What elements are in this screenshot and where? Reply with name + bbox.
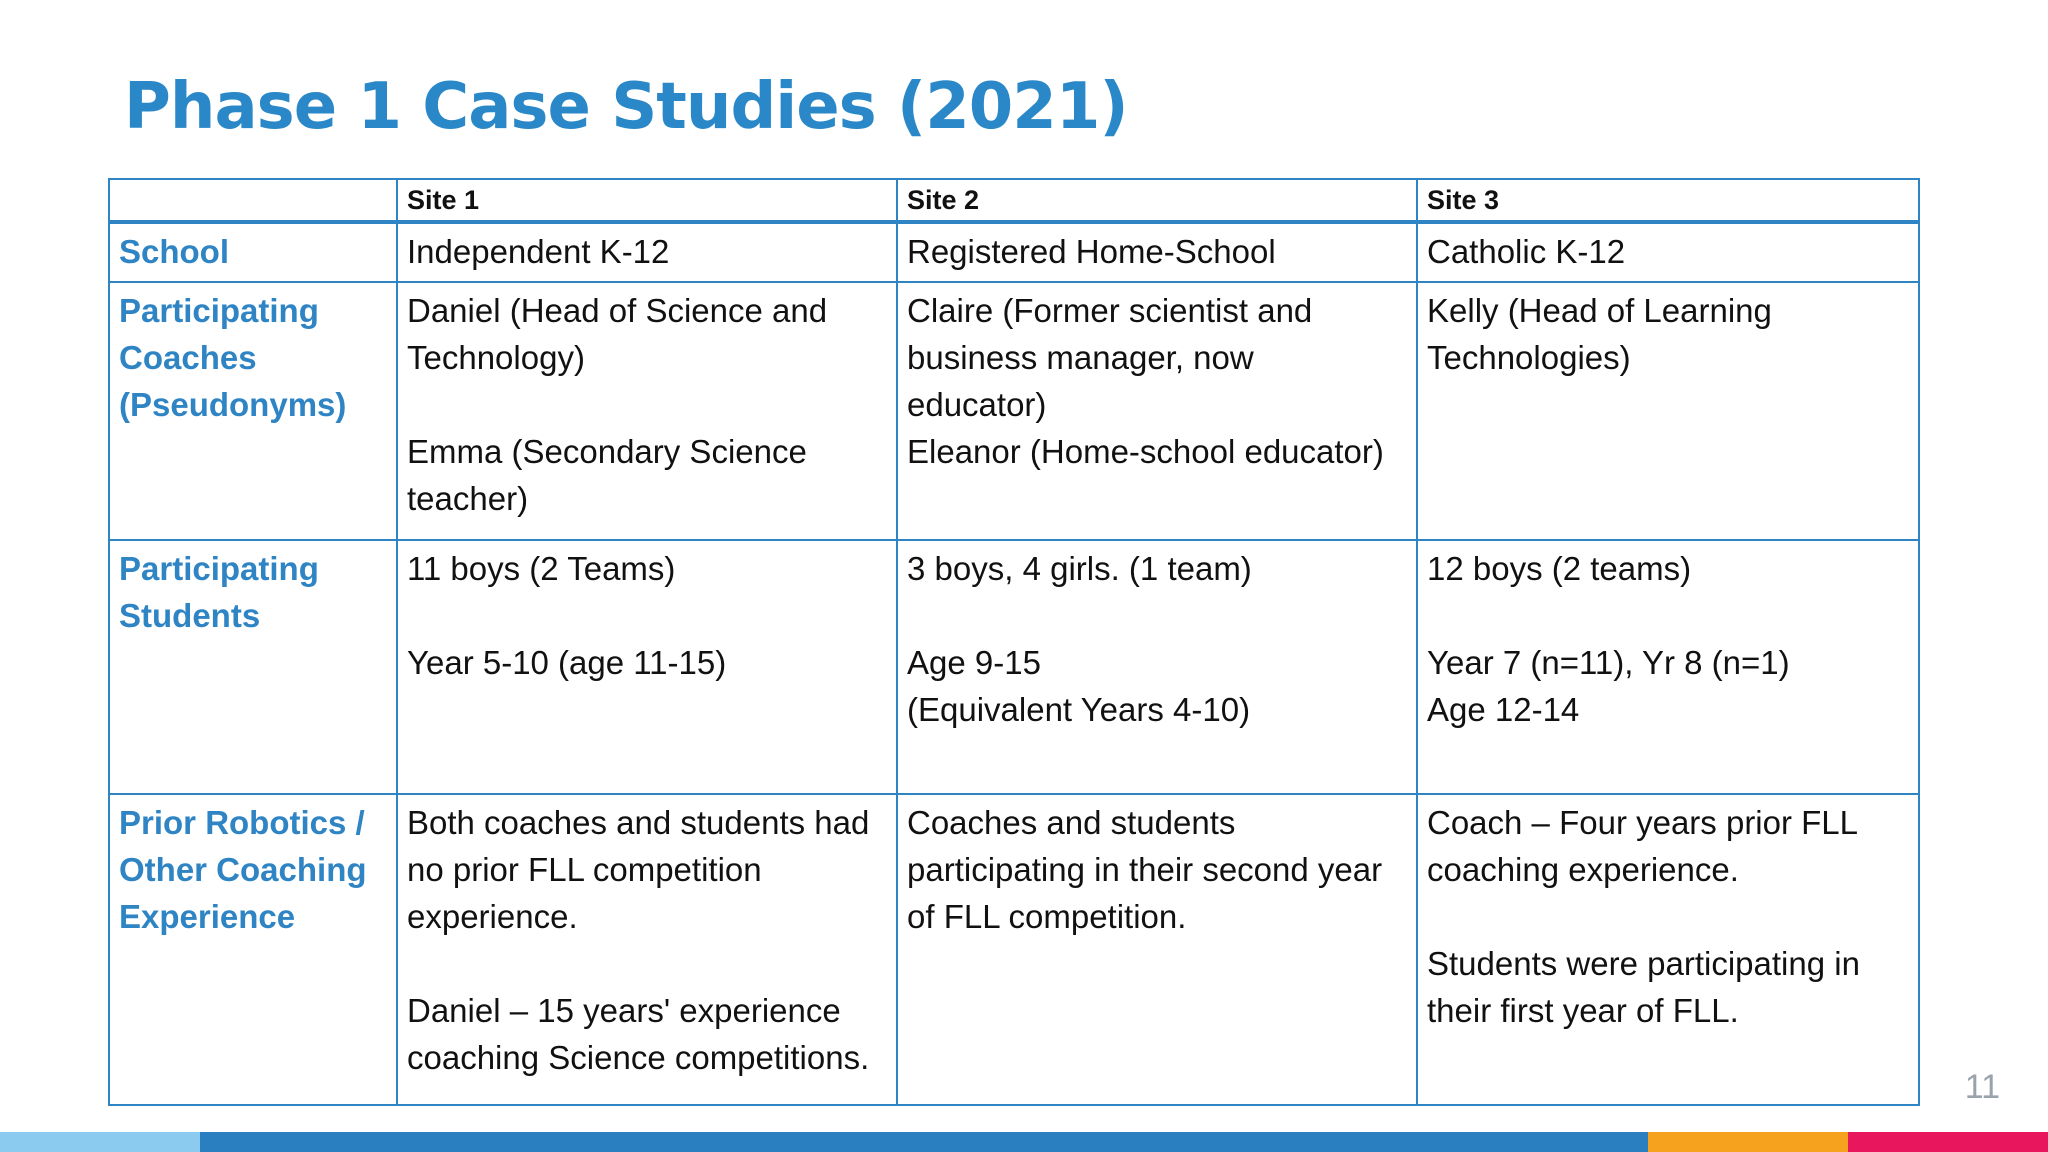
cell-line: Participating <box>119 550 319 587</box>
cell-line: Independent K-12 <box>407 233 670 270</box>
cell-site-1 <box>397 282 897 540</box>
cell-site-3 <box>1417 794 1919 1105</box>
blank-line <box>1427 893 1909 940</box>
slide-title: Phase 1 Case Studies (2021) <box>124 70 1128 144</box>
cell-line: School <box>119 233 230 270</box>
blank-line <box>407 940 887 987</box>
cell-line: Coaches and students <box>907 804 1236 841</box>
table-header-row <box>109 179 1919 222</box>
row-header-cell <box>109 222 397 282</box>
row-participating-coaches <box>109 282 1919 540</box>
cell-site-3 <box>1417 540 1919 794</box>
row-participating-students <box>109 540 1919 794</box>
header-site-3: Site 3 <box>1417 179 1919 222</box>
row-header-cell <box>109 282 397 540</box>
cell-line: Year 5-10 (age 11-15) <box>407 644 727 681</box>
row-header-cell <box>109 794 397 1105</box>
cell-line: Both coaches and students had <box>407 804 870 841</box>
cell-line: Experience <box>119 898 296 935</box>
cell-line: Catholic K-12 <box>1427 233 1626 270</box>
cell-line: teacher) <box>407 480 529 517</box>
cell-line: 11 boys (2 Teams) <box>407 550 676 587</box>
cell-site-1 <box>397 540 897 794</box>
cell-line: their first year of FLL. <box>1427 992 1739 1029</box>
footer-segment-orange <box>1648 1132 1848 1152</box>
blank-line <box>907 592 1407 639</box>
row-school <box>109 222 1919 282</box>
cell-line: of FLL competition. <box>907 898 1187 935</box>
cell-line: Participating <box>119 292 319 329</box>
cell-line: Emma (Secondary Science <box>407 433 807 470</box>
cell-line: Eleanor (Home-school educator) <box>907 433 1384 470</box>
cell-line: coaching Science competitions. <box>407 1039 870 1076</box>
cell-line: Coach – Four years prior FLL <box>1427 804 1859 841</box>
blank-line <box>1427 592 1909 639</box>
cell-line: no prior FLL competition <box>407 851 762 888</box>
header-site-1: Site 1 <box>397 179 897 222</box>
cell-line: Kelly (Head of Learning <box>1427 292 1772 329</box>
page-number: 11 <box>1964 1068 2000 1106</box>
cell-line: 3 boys, 4 girls. (1 team) <box>907 550 1252 587</box>
row-prior-experience <box>109 794 1919 1105</box>
cell-line: business manager, now <box>907 339 1254 376</box>
cell-line: experience. <box>407 898 578 935</box>
blank-line <box>407 381 887 428</box>
cell-line: Coaches <box>119 339 257 376</box>
cell-site-2 <box>897 794 1417 1105</box>
row-header-cell <box>109 540 397 794</box>
cell-line: Technology) <box>407 339 585 376</box>
blank-line <box>407 592 887 639</box>
cell-line: Registered Home-School <box>907 233 1276 270</box>
cell-line: Prior Robotics / <box>119 804 365 841</box>
cell-site-1 <box>397 222 897 282</box>
cell-line: (Equivalent Years 4-10) <box>907 691 1251 728</box>
cell-line: Students were participating in <box>1427 945 1860 982</box>
cell-line: (Pseudonyms) <box>119 386 347 423</box>
cell-line: participating in their second year <box>907 851 1383 888</box>
cell-line: Claire (Former scientist and <box>907 292 1313 329</box>
cell-line: Year 7 (n=11), Yr 8 (n=1) <box>1427 644 1790 681</box>
footer-segment-blue <box>200 1132 1648 1152</box>
cell-line: Technologies) <box>1427 339 1631 376</box>
header-empty-cell <box>109 179 397 222</box>
cell-line: Other Coaching <box>119 851 367 888</box>
cell-line: 12 boys (2 teams) <box>1427 550 1692 587</box>
footer-segment-pink <box>1848 1132 2048 1152</box>
cell-line: Age 9-15 <box>907 644 1041 681</box>
footer-color-bar <box>0 1132 2048 1152</box>
header-site-2: Site 2 <box>897 179 1417 222</box>
cell-site-3 <box>1417 282 1919 540</box>
cell-line: Students <box>119 597 261 634</box>
cell-line: Age 12-14 <box>1427 691 1580 728</box>
cell-line: Daniel (Head of Science and <box>407 292 828 329</box>
cell-site-2 <box>897 540 1417 794</box>
cell-site-1 <box>397 794 897 1105</box>
cell-line: educator) <box>907 386 1047 423</box>
footer-segment-light-blue <box>0 1132 200 1152</box>
cell-line: coaching experience. <box>1427 851 1739 888</box>
cell-site-2 <box>897 282 1417 540</box>
cell-site-3 <box>1417 222 1919 282</box>
cell-site-2 <box>897 222 1417 282</box>
cell-line: Daniel – 15 years' experience <box>407 992 841 1029</box>
case-studies-table <box>108 178 1920 1106</box>
